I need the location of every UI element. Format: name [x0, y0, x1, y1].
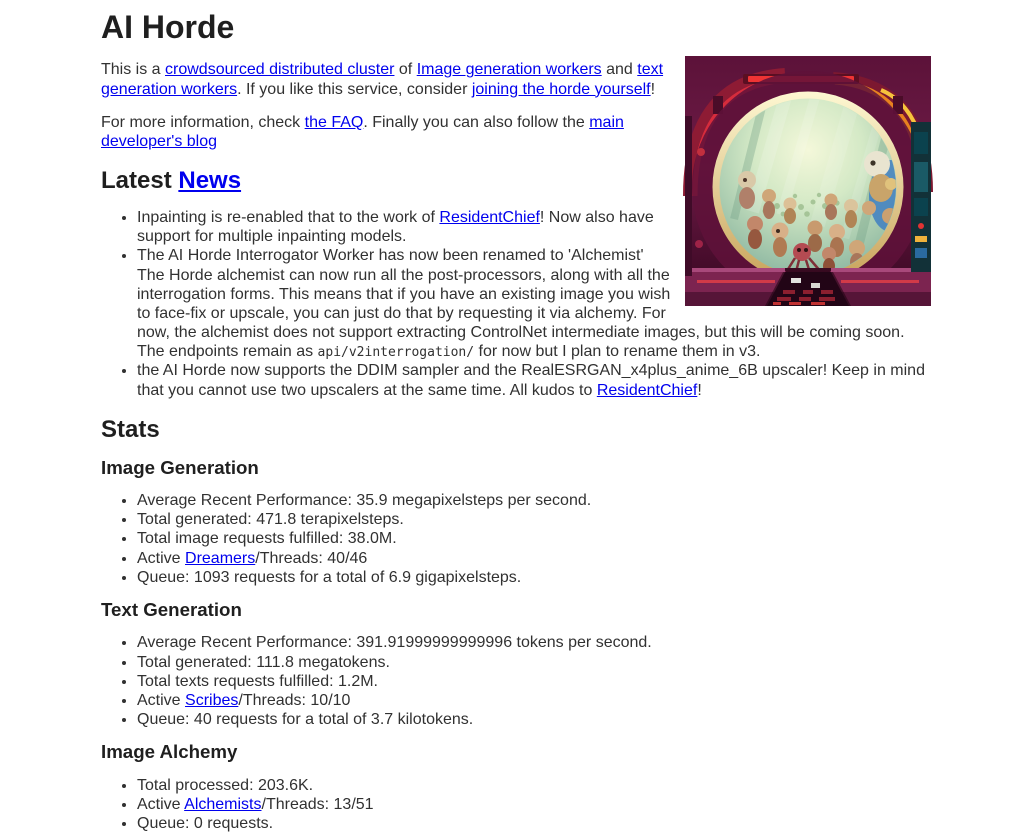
page-title: AI Horde — [101, 9, 235, 45]
link-residentchief[interactable]: ResidentChief — [596, 381, 698, 399]
image-alchemy-heading: Image Alchemy — [101, 741, 238, 763]
text-segment: The AI Horde Interrogator Worker has now been renamed to 'Alchemist' The Horde alchemist can now run all the post-processors, along with all the interrogation forms. This means that if you have an existing image you wish to face-fix or upscale, you can just do that by requesting it via alchemy. For now, the alchemist does not support extracting ControlNet intermediate images, but this will be coming soon. The endpoints remain as — [137, 247, 905, 361]
text-segment: Active — [137, 795, 185, 813]
link-scribes[interactable]: Scribes — [185, 691, 239, 709]
link-crowdsourced-cluster[interactable]: crowdsourced distributed cluster — [165, 61, 395, 79]
image-alchemy-stats-list — [101, 776, 931, 833]
text-generation-stats-list — [101, 633, 931, 729]
text-segment: the AI Horde now supports the DDIM sampler and the RealESRGAN_x4plus_anime_6B upscaler! Keep in mind that you cannot use two upscalers at the same time. All kudos to — [137, 362, 925, 399]
stat-item-active-workers — [137, 691, 931, 710]
text-segment: of — [394, 61, 417, 79]
link-image-generation-workers[interactable]: Image generation workers — [416, 61, 602, 79]
link-developers-blog[interactable]: main developer's blog — [101, 113, 624, 150]
link-dreamers[interactable]: Dreamers — [185, 549, 256, 567]
stat-item-queue: • Queue: 40 requests for a total of 3.7 kilotokens. — [137, 710, 931, 729]
text-segment: /Threads: 40/46 — [255, 549, 368, 567]
text-segment: and — [601, 61, 638, 79]
stat-item-performance: • Average Recent Performance: 35.9 megapixelsteps per second. — [137, 491, 931, 510]
stat-item-queue: • Queue: 0 requests. — [137, 814, 931, 833]
horde-artwork-svg — [685, 56, 931, 306]
stat-item-total-processed: • Total processed: 203.6K. — [137, 776, 931, 795]
stat-item-requests-fulfilled: • Total texts requests fulfilled: 1.2M. — [137, 672, 931, 691]
text-segment: ! — [650, 80, 656, 98]
news-item — [137, 361, 931, 399]
link-join-horde[interactable]: joining the horde yourself — [471, 80, 651, 98]
stat-item-total-generated: • Total generated: 111.8 megatokens. — [137, 653, 931, 672]
link-text-generation-workers[interactable]: text generation workers — [101, 61, 664, 98]
text-segment: ! — [697, 381, 702, 399]
link-residentchief[interactable]: ResidentChief — [439, 208, 540, 226]
stat-item-requests-fulfilled: • Total image requests fulfilled: 38.0M. — [137, 529, 931, 548]
text-segment: Active — [137, 691, 186, 709]
text-segment: ! Now also have support for multiple inpainting models. — [137, 208, 654, 246]
stat-item-total-generated: • Total generated: 471.8 terapixelsteps. — [137, 510, 931, 529]
stat-item-queue: • Queue: 1093 requests for a total of 6.9 gigapixelsteps. — [137, 568, 931, 587]
stat-item-active-workers — [137, 549, 931, 568]
text-segment: . If you like this service, consider — [237, 80, 472, 98]
link-alchemists[interactable]: Alchemists — [184, 795, 262, 813]
text-segment: /Threads: 10/10 — [238, 691, 351, 709]
api-endpoint-code: api/v2interrogation/ — [317, 345, 475, 361]
text-segment: for now but I plan to rename them in v3. — [474, 343, 761, 361]
text-segment: Inpainting is re-enabled that to the work of — [137, 208, 440, 226]
stat-item-performance: • Average Recent Performance: 391.91999999999996 tokens per second. — [137, 633, 931, 652]
text-segment: Latest — [101, 167, 179, 195]
link-news[interactable]: News — [178, 167, 242, 195]
text-segment: For more information, check — [101, 113, 305, 131]
horde-artwork-image — [685, 56, 931, 306]
text-generation-heading: Text Generation — [101, 598, 242, 620]
stat-item-active-workers — [137, 795, 931, 814]
text-segment: /Threads: 13/51 — [261, 795, 374, 813]
text-segment: Active — [137, 549, 186, 567]
stats-heading: Stats — [101, 415, 160, 443]
page-content — [101, 8, 931, 833]
text-segment: This is a — [101, 61, 166, 79]
text-segment: . Finally you can also follow the — [363, 113, 590, 131]
link-faq[interactable]: the FAQ — [304, 113, 364, 131]
image-generation-stats-list — [101, 491, 931, 587]
image-generation-heading: Image Generation — [101, 456, 259, 478]
